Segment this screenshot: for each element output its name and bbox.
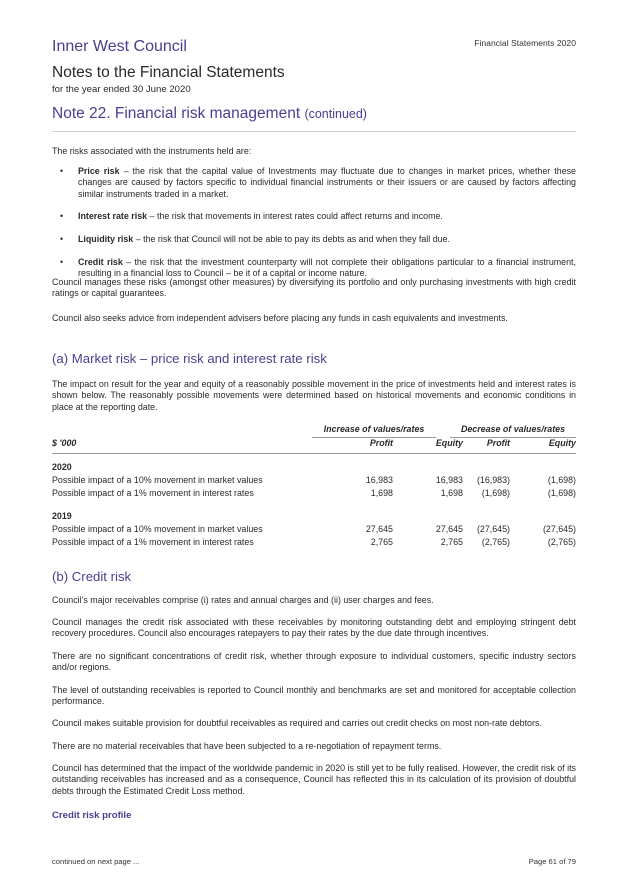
bullet-term: Interest rate risk	[78, 211, 148, 221]
table-row	[52, 488, 576, 500]
cell-decrease-equity: (2,765)	[547, 537, 576, 547]
row-label: Possible impact of a 1% movement in interest rates	[52, 537, 254, 547]
header-underline	[52, 453, 576, 454]
cell-decrease-profit: (27,645)	[476, 524, 510, 534]
cell-increase-equity: 1,698	[440, 488, 463, 498]
cell-decrease-equity: (1,698)	[547, 475, 576, 485]
council-name: Inner West Council	[52, 38, 187, 55]
credit-para-2: Council manages the credit risk associated with these receivables by monitoring outstanding debt and employing stringent debt recovery procedures. Council also encourages ratepayers to pay their rates by the due date through incentives.	[52, 617, 576, 639]
heading-divider	[52, 131, 576, 132]
bullet-term: Credit risk	[78, 257, 123, 267]
col-header-equity: Equity	[548, 438, 576, 448]
section-a-intro: The impact on result for the year and equity of a reasonably possible movement in the price of investments held and interest rates is shown below. The reasonably possible movements were determined based on historical movements and economic conditions in place at the reporting date.	[52, 379, 576, 412]
note-title: Note 22. Financial risk management	[52, 105, 301, 122]
year-label: 2020	[52, 462, 72, 472]
para-manages-risks: Council manages these risks (amongst other measures) by diversifying its portfolio and only purchasing investments with high credit ratings or capital guarantees.	[52, 277, 576, 299]
bullet-text: – the risk that movements in interest rates could affect returns and income.	[147, 211, 443, 221]
credit-para-4: The level of outstanding receivables is reported to Council monthly and benchmarks are set and monitored for acceptable collection performance.	[52, 685, 576, 707]
cell-decrease-profit: (16,983)	[476, 475, 510, 485]
footer-continued: continued on next page ...	[52, 857, 140, 866]
row-label: Possible impact of a 10% movement in market values	[52, 475, 263, 485]
page-number: Page 61 of 79	[528, 857, 576, 866]
unit-label: $ '000	[52, 438, 77, 448]
cell-decrease-profit: (2,765)	[481, 537, 510, 547]
year-row	[52, 511, 576, 523]
col-header-profit: Profit	[486, 438, 510, 448]
page-subtitle: for the year ended 30 June 2020	[52, 84, 191, 95]
group-header-increase: Increase of values/rates	[323, 424, 425, 434]
credit-risk-profile-heading: Credit risk profile	[52, 810, 132, 821]
credit-para-7: Council has determined that the impact of the worldwide pandemic in 2020 is still yet to be fully realised. However, the credit risk of its outstanding receivables has increased and as a consequence, Council has reflected this in its calculation of its provision of doubtful debts through the Estimated Credit Loss method.	[52, 763, 576, 796]
table-row	[52, 537, 576, 549]
credit-para-1: Council’s major receivables comprise (i) rates and annual charges and (ii) user charges and fees.	[52, 595, 434, 605]
cell-increase-profit: 16,983	[365, 475, 393, 485]
cell-decrease-equity: (27,645)	[542, 524, 576, 534]
year-row	[52, 462, 576, 474]
cell-decrease-profit: (1,698)	[481, 488, 510, 498]
para-advice: Council also seeks advice from independent advisers before placing any funds in cash equivalents and investments.	[52, 313, 508, 323]
cell-increase-profit: 2,765	[370, 537, 393, 547]
cell-increase-profit: 1,698	[370, 488, 393, 498]
row-label: Possible impact of a 10% movement in market values	[52, 524, 263, 534]
bullet-dot: •	[60, 166, 64, 176]
bullet-price-risk	[52, 166, 576, 200]
bullet-term: Liquidity risk	[78, 234, 134, 244]
bullet-dot: •	[60, 234, 64, 244]
bullet-liquidity-risk	[52, 234, 576, 245]
page	[52, 0, 576, 888]
table-row	[52, 524, 576, 536]
cell-decrease-equity: (1,698)	[547, 488, 576, 498]
section-a-heading: (a) Market risk – price risk and interest rate risk	[52, 351, 327, 366]
credit-para-5: Council makes suitable provision for doubtful receivables as required and carries out credit checks on most non-rate debtors.	[52, 718, 542, 728]
credit-para-3: There are no significant concentrations of credit risk, whether through exposure to individual customers, specific industry sectors and/or regions.	[52, 651, 576, 673]
bullet-interest-rate-risk	[52, 211, 576, 222]
credit-para-6: There are no material receivables that have been subjected to a re-negotiation of repayment terms.	[52, 741, 442, 751]
table-header-row	[52, 438, 576, 450]
bullet-text: – the risk that the capital value of Investments may fluctuate due to changes in market prices, whether these changes are caused by factors specific to individual financial instruments or their issuers or are caused by factors affecting similar instruments traded in a market.	[78, 166, 576, 199]
cell-increase-equity: 16,983	[435, 475, 463, 485]
document-name: Financial Statements 2020	[474, 38, 576, 48]
cell-increase-equity: 27,645	[435, 524, 463, 534]
group-header-decrease: Decrease of values/rates	[460, 424, 566, 434]
bullet-dot: •	[60, 257, 64, 267]
bullet-text: – the risk that Council will not be able to pay its debts as and when they fall due.	[133, 234, 450, 244]
bullet-term: Price risk	[78, 166, 120, 176]
col-header-equity: Equity	[435, 438, 463, 448]
row-label: Possible impact of a 1% movement in interest rates	[52, 488, 254, 498]
market-risk-table	[52, 424, 576, 554]
page-title: Notes to the Financial Statements	[52, 64, 285, 81]
section-b-heading: (b) Credit risk	[52, 569, 132, 584]
bullet-text: – the risk that the investment counterparty will not complete their obligations particular to a financial instrument, resulting in a financial loss to Council – be it of a capital or income nature.	[78, 257, 576, 279]
cell-increase-equity: 2,765	[440, 537, 463, 547]
table-row	[52, 475, 576, 487]
bullet-dot: •	[60, 211, 64, 221]
col-header-profit: Profit	[369, 438, 393, 448]
note-continued: (continued)	[304, 107, 367, 121]
intro-text: The risks associated with the instruments held are:	[52, 146, 252, 156]
cell-increase-profit: 27,645	[365, 524, 393, 534]
note-heading	[52, 105, 367, 123]
year-label: 2019	[52, 511, 72, 521]
